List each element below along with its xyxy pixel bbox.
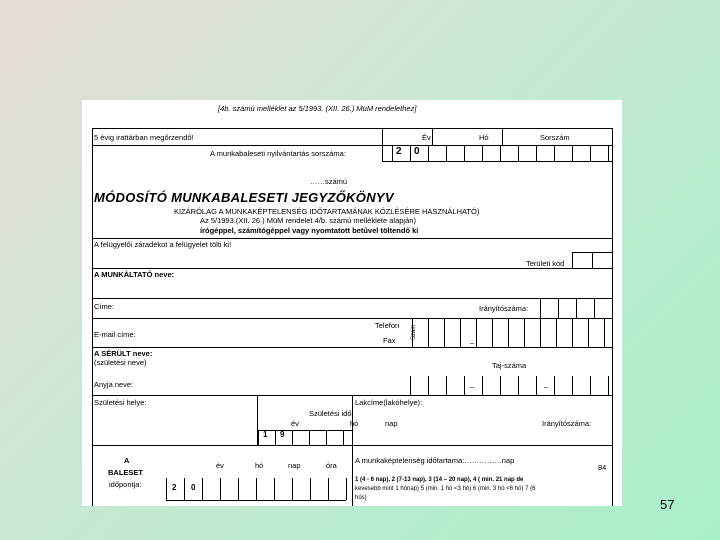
email-label: E-mail címe: bbox=[94, 330, 136, 339]
birth-place-label: Születési helye: bbox=[94, 398, 147, 407]
grid-cell-line bbox=[428, 376, 429, 395]
grid-cell-line bbox=[540, 298, 541, 318]
birth-day-label: nap bbox=[385, 419, 398, 428]
registry-digit: 2 bbox=[396, 146, 402, 157]
grid-cell-line bbox=[220, 478, 221, 500]
grid-cell-line bbox=[536, 145, 537, 161]
registry-label: A munkabaleseti nyilvántartás sorszáma: bbox=[210, 149, 346, 158]
grid-cell-line bbox=[274, 478, 275, 500]
employer-name-label: A MUNKÁLTATÓ neve: bbox=[94, 270, 175, 279]
grid-cell-line bbox=[392, 145, 393, 161]
form-line bbox=[92, 238, 612, 239]
grid-cell-line bbox=[492, 318, 493, 347]
grid-cell-line bbox=[604, 318, 605, 347]
grid-cell-line bbox=[256, 478, 257, 500]
column-year: Év bbox=[422, 133, 431, 142]
territorial-code-label: Területi kód bbox=[526, 259, 565, 268]
grid-cell-line bbox=[464, 376, 465, 395]
accident-time-label: időpontja: bbox=[109, 480, 142, 489]
accident-month-label: hó bbox=[255, 461, 264, 470]
form-line bbox=[92, 128, 93, 506]
grid-cell-line bbox=[608, 376, 609, 395]
accident-digit: 2 bbox=[172, 483, 177, 492]
grid-cell-line bbox=[524, 318, 525, 347]
grid-cell-line bbox=[410, 395, 608, 396]
form-line bbox=[92, 298, 612, 299]
keep-note: 5 évig irattárban megőrzendő! bbox=[94, 133, 194, 142]
phone-label: Telefon bbox=[375, 321, 400, 330]
postal-code-label: Irányítószáma: bbox=[479, 304, 529, 313]
grid-cell-line bbox=[328, 478, 329, 500]
grid-cell-line bbox=[576, 298, 577, 318]
grid-cell-line bbox=[346, 478, 347, 500]
injured-name-label: A SÉRÜLT neve: bbox=[94, 349, 153, 358]
grid-cell-line bbox=[343, 430, 344, 445]
grid-cell-line bbox=[572, 376, 573, 395]
column-month: Hó bbox=[479, 133, 489, 142]
grid-cell-line bbox=[508, 318, 509, 347]
birth-year-label: év bbox=[291, 419, 299, 428]
grid-cell-line bbox=[444, 318, 445, 347]
grid-cell-line bbox=[460, 318, 461, 347]
grid-cell-line bbox=[275, 430, 276, 445]
form-line bbox=[502, 128, 503, 145]
grid-cell-line bbox=[326, 430, 327, 445]
grid-cell-line bbox=[572, 145, 573, 161]
grid-cell-line bbox=[166, 478, 167, 500]
grid-cell-line bbox=[540, 318, 612, 319]
grid-cell-line bbox=[292, 478, 293, 500]
accident-digit: 0 bbox=[191, 483, 196, 492]
accident-label-2: BALESET bbox=[108, 468, 144, 477]
grid-cell-line bbox=[540, 318, 541, 347]
code-box-line bbox=[572, 252, 573, 268]
grid-cell-line bbox=[518, 145, 519, 161]
grid-cell-line bbox=[166, 500, 346, 501]
document-subnote: Az 5/1993.(XII. 26.) MüM rendelet 4/b. számú melléklete alapján) bbox=[200, 216, 416, 225]
grid-cell-line bbox=[556, 318, 557, 347]
number-prefix: ……számú bbox=[310, 177, 348, 186]
form-line bbox=[382, 128, 383, 161]
birth-digit: 1 bbox=[263, 430, 268, 439]
grid-cell-line bbox=[428, 318, 429, 347]
grid-cell-line bbox=[590, 376, 591, 395]
birth-digit: 9 bbox=[280, 430, 285, 439]
header-note: [4b. számú melléklet az 5/1993. (XII. 26.) MüM rendelethez] bbox=[218, 104, 417, 113]
grid-cell-line bbox=[292, 430, 293, 445]
incapacity-codes-2: kevesebb mint 1 hónap) 5 (min. 1 hó <3 hó) 6 (min. 3 hó <6 hó) 7 (6 bbox=[355, 486, 536, 492]
document-subtitle: KIZÁRÓLAG A MUNKAKÉPTELENSÉG IDŐTARTAMÁNAK KÖZLÉSÉRE HASZNÁLHATÓ) bbox=[174, 207, 480, 216]
grid-cell-line bbox=[518, 376, 519, 395]
address-label: Címe: bbox=[94, 302, 115, 311]
grid-cell-line bbox=[446, 145, 447, 161]
grid-cell-line bbox=[594, 298, 595, 318]
protocol-form-document bbox=[82, 100, 622, 506]
grid-cell-line bbox=[464, 145, 465, 161]
residence-label: Lakcíme(lakóhelye): bbox=[355, 398, 423, 407]
dash: – bbox=[544, 382, 549, 391]
postal-code-label-2: Irányítószáma: bbox=[542, 419, 592, 428]
grid-cell-line bbox=[412, 347, 604, 348]
form-line bbox=[257, 430, 352, 431]
incapacity-codes-1: 1 (4 - 6 nap), 2 (7-13 nap), 3 (14 – 20 nap), 4 ( min. 21 nap de bbox=[355, 477, 524, 483]
grid-cell-line bbox=[612, 298, 613, 318]
birth-time-label: Születési idő bbox=[309, 409, 352, 418]
grid-cell-line bbox=[410, 145, 411, 161]
supervisor-note: A felügyelői záradékot a felügyelet tölti ki! bbox=[94, 240, 232, 249]
mother-name-label: Anyja neve: bbox=[94, 380, 134, 389]
number-vertical-label: Szám bbox=[411, 324, 417, 340]
accident-hour-label: óra bbox=[326, 461, 337, 470]
grid-cell-line bbox=[558, 298, 559, 318]
incapacity-duration-label: A munkaképtelenség időtartama:……………nap bbox=[355, 456, 515, 465]
grid-cell-line bbox=[500, 145, 501, 161]
grid-cell-line bbox=[446, 376, 447, 395]
grid-cell-line bbox=[590, 145, 591, 161]
accident-label-1: A bbox=[124, 456, 130, 465]
registry-digit: 0 bbox=[414, 146, 420, 157]
grid-cell-line bbox=[482, 376, 483, 395]
column-serial: Sorszám bbox=[540, 133, 570, 142]
accident-day-label: nap bbox=[288, 461, 301, 470]
grid-cell-line bbox=[536, 376, 537, 395]
form-line bbox=[92, 268, 612, 269]
grid-cell-line bbox=[184, 478, 185, 500]
fax-label: Fax bbox=[383, 336, 396, 345]
accident-year-label: év bbox=[216, 461, 224, 470]
incapacity-codes-3: hós) bbox=[355, 495, 367, 501]
birth-month-label: hó bbox=[350, 419, 359, 428]
grid-cell-line bbox=[428, 145, 429, 161]
grid-cell-line bbox=[608, 145, 609, 161]
grid-cell-line bbox=[310, 478, 311, 500]
fill-instruction: írógéppel, számítógéppel vagy nyomtatott betűvel töltendő ki bbox=[200, 226, 419, 235]
form-line bbox=[432, 128, 433, 145]
grid-cell-line bbox=[412, 318, 413, 347]
form-line bbox=[352, 395, 353, 506]
grid-cell-line bbox=[476, 318, 477, 347]
grid-cell-line bbox=[258, 430, 259, 445]
dash: – bbox=[470, 338, 475, 347]
form-line bbox=[92, 128, 612, 129]
grid-cell-line bbox=[309, 430, 310, 445]
grid-cell-line bbox=[572, 318, 573, 347]
taj-label: Taj-száma bbox=[492, 361, 527, 370]
grid-cell-line bbox=[258, 445, 343, 446]
grid-cell-line bbox=[482, 145, 483, 161]
grid-cell-line bbox=[202, 478, 203, 500]
birth-name-label: (születési neve) bbox=[94, 358, 147, 367]
grid-cell-line bbox=[500, 376, 501, 395]
grid-cell-line bbox=[554, 376, 555, 395]
dash: – bbox=[470, 382, 475, 391]
grid-cell-line bbox=[238, 478, 239, 500]
code-84: 84 bbox=[598, 463, 607, 472]
document-title: MÓDOSÍTÓ MUNKABALESETI JEGYZŐKÖNYV bbox=[94, 190, 394, 205]
form-line bbox=[92, 318, 612, 319]
slide-number: 57 bbox=[660, 497, 675, 512]
grid-cell-line bbox=[410, 376, 411, 395]
grid-cell-line bbox=[554, 145, 555, 161]
grid-cell-line bbox=[392, 161, 608, 162]
code-box-line bbox=[592, 252, 593, 268]
grid-cell-line bbox=[588, 318, 589, 347]
form-line bbox=[92, 145, 612, 146]
